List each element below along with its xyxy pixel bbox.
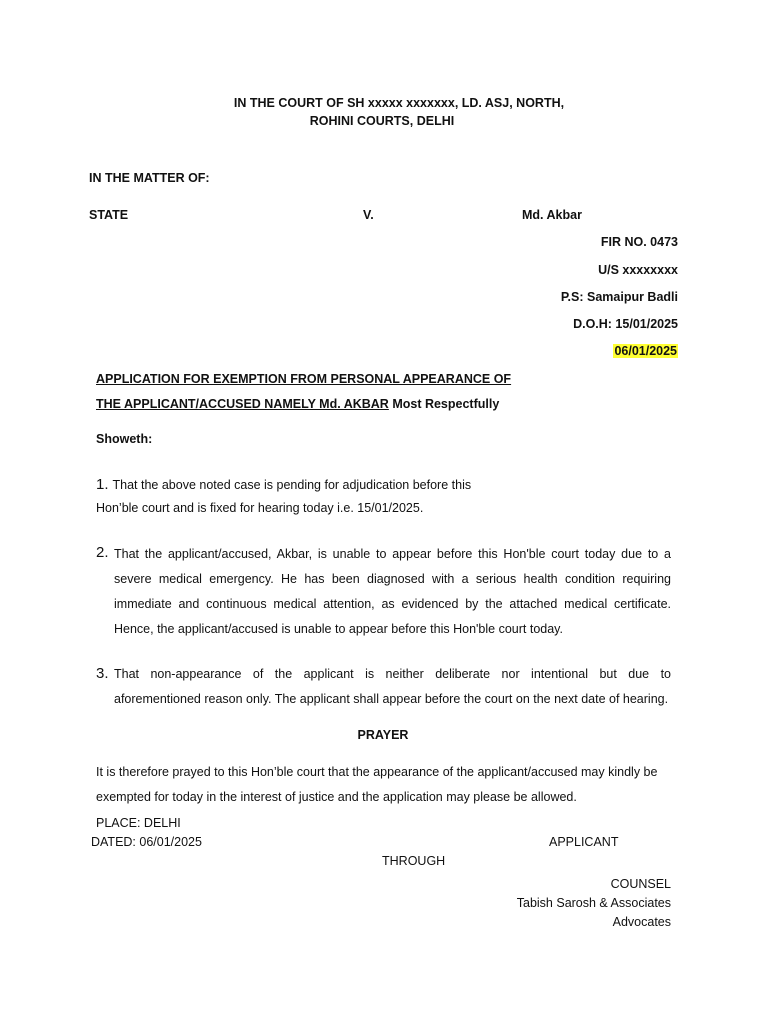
applicant-label: APPLICANT <box>549 835 619 849</box>
court-heading-line2: ROHINI COURTS, DELHI <box>309 114 455 128</box>
most-respectfully: Most Respectfully <box>388 397 500 411</box>
point-2-line3: immediate and continuous medical attention, as evidenced by the attached medical certificate. <box>114 597 671 611</box>
point-number: 3. <box>96 665 109 682</box>
application-title-line2 <box>96 396 499 412</box>
point-number: 2. <box>96 544 109 561</box>
point-3-line2: aforementioned reason only. The applicant shall appear before the court on the next date of hearing. <box>114 692 669 706</box>
versus-label: V. <box>363 208 374 222</box>
point-2-number <box>96 545 113 561</box>
point-3-number <box>96 666 113 682</box>
showeth-label: Showeth: <box>96 432 153 446</box>
date-of-hearing: D.O.H: 15/01/2025 <box>573 317 678 331</box>
fir-number: FIR NO. 0473 <box>600 235 678 249</box>
point-3-line1: That non-appearance of the applicant is neither deliberate nor intentional but due to <box>114 667 671 681</box>
advocates-label: Advocates <box>612 915 671 929</box>
matter-label: IN THE MATTER OF: <box>89 171 210 185</box>
court-heading-line1: IN THE COURT OF SH xxxxx xxxxxxx, LD. ASJ, NORTH, <box>233 96 565 110</box>
point-number: 1. <box>96 476 109 493</box>
party-state: STATE <box>89 208 129 222</box>
prayer-text <box>96 760 671 810</box>
firm-name: Tabish Sarosh & Associates <box>516 896 671 910</box>
prayer-heading: PRAYER <box>357 728 409 742</box>
point-2-line4: Hence, the applicant/accused is unable to appear before this Hon'ble court today. <box>114 622 563 636</box>
point-1-line1: That the above noted case is pending for adjudication before this <box>112 478 472 492</box>
point-3 <box>114 662 671 712</box>
point-2 <box>114 542 671 642</box>
prayer-line2: exempted for today in the interest of justice and the application may please be allowed. <box>96 790 577 804</box>
point-1-line2: Hon’ble court and is fixed for hearing today i.e. 15/01/2025. <box>96 501 424 515</box>
section-us: U/S xxxxxxxx <box>598 263 678 277</box>
application-title-line1: APPLICATION FOR EXEMPTION FROM PERSONAL APPEARANCE OF <box>96 372 512 386</box>
highlighted-date: 06/01/2025 <box>614 344 677 358</box>
through-label: THROUGH <box>382 854 446 868</box>
counsel-label: COUNSEL <box>610 877 671 891</box>
point-2-line2: severe medical emergency. He has been diagnosed with a serious health condition requiring <box>114 572 671 586</box>
party-accused: Md. Akbar <box>522 208 582 222</box>
dated-label: DATED: 06/01/2025 <box>91 835 202 849</box>
prayer-line1: It is therefore prayed to this Hon’ble court that the appearance of the applicant/accused may kindly be <box>96 765 658 779</box>
application-title-underlined: THE APPLICANT/ACCUSED NAMELY Md. AKBAR <box>96 397 389 411</box>
point-2-line1: That the applicant/accused, Akbar, is unable to appear before this Hon'ble court today due to a <box>114 547 671 561</box>
police-station: P.S: Samaipur Badli <box>560 290 678 304</box>
filing-date <box>613 343 678 359</box>
place-label: PLACE: DELHI <box>96 816 181 830</box>
point-1 <box>96 477 471 493</box>
